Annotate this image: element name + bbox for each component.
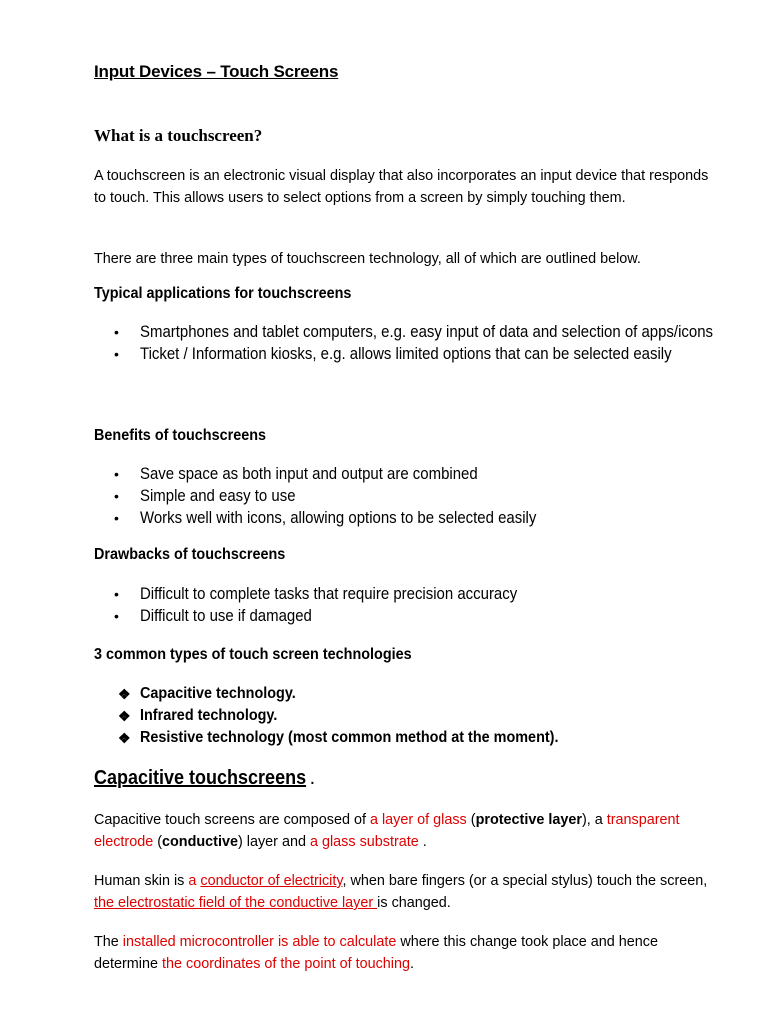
list-item: • Difficult to use if damaged xyxy=(114,606,312,625)
list-item: • Works well with icons, allowing options to be selected easily xyxy=(114,508,537,527)
list-item: • Simple and easy to use xyxy=(114,486,296,505)
drawbacks-heading: Drawbacks of touchscreens xyxy=(94,546,286,563)
capacitive-paragraph-3: The installed microcontroller is able to calculate where this change took place and hence determine the coordinates of the point of touching. xyxy=(94,934,658,972)
capacitive-paragraph-2: Human skin is a conductor of electricity, when bare fingers (or a special stylus) touch the screen, the electrostatic field of the conductive layer is changed. xyxy=(94,873,708,911)
applications-heading: Typical applications for touchscreens xyxy=(94,285,352,302)
technologies-list xyxy=(118,683,605,749)
document-title: Input Devices – Touch Screens xyxy=(94,62,339,81)
benefits-list xyxy=(114,463,725,529)
drawbacks-list xyxy=(114,583,725,627)
list-item: • Difficult to complete tasks that require precision accuracy xyxy=(114,584,518,603)
bullet-icon: • xyxy=(114,488,119,504)
diamond-bullet-icon: ❖ xyxy=(118,730,131,746)
applications-list xyxy=(114,321,725,365)
list-item: • Save space as both input and output are combined xyxy=(114,464,478,483)
bullet-icon: • xyxy=(114,586,119,602)
benefits-heading: Benefits of touchscreens xyxy=(94,427,267,444)
bullet-icon: • xyxy=(114,466,119,482)
list-item: • Ticket / Information kiosks, e.g. allows limited options that can be selected easily xyxy=(114,344,672,363)
list-item: • Smartphones and tablet computers, e.g. easy input of data and selection of apps/icons xyxy=(114,322,714,341)
diamond-bullet-icon: ❖ xyxy=(118,708,131,724)
capacitive-heading: Capacitive touchscreens . xyxy=(94,767,316,789)
list-item: ❖ Resistive technology (most common method at the moment). xyxy=(118,727,605,749)
technologies-heading: 3 common types of touch screen technologies xyxy=(94,646,412,663)
bullet-icon: • xyxy=(114,324,119,340)
question-heading: What is a touchscreen? xyxy=(94,126,263,145)
bullet-icon: • xyxy=(114,510,119,526)
list-item: ❖ Capacitive technology. xyxy=(118,683,605,705)
bullet-icon: • xyxy=(114,608,119,624)
types-paragraph: There are three main types of touchscreen technology, all of which are outlined below. xyxy=(94,251,641,267)
diamond-bullet-icon: ❖ xyxy=(118,686,131,702)
bullet-icon: • xyxy=(114,346,119,362)
list-item: ❖ Infrared technology. xyxy=(118,705,605,727)
capacitive-paragraph-1: Capacitive touch screens are composed of a layer of glass (protective layer), a transparent electrode (conductive) layer and a glass substrate . xyxy=(94,812,680,850)
intro-paragraph: A touchscreen is an electronic visual display that also incorporates an input device that responds to touch. This allows users to select options from a screen by simply touching them. xyxy=(94,168,709,206)
